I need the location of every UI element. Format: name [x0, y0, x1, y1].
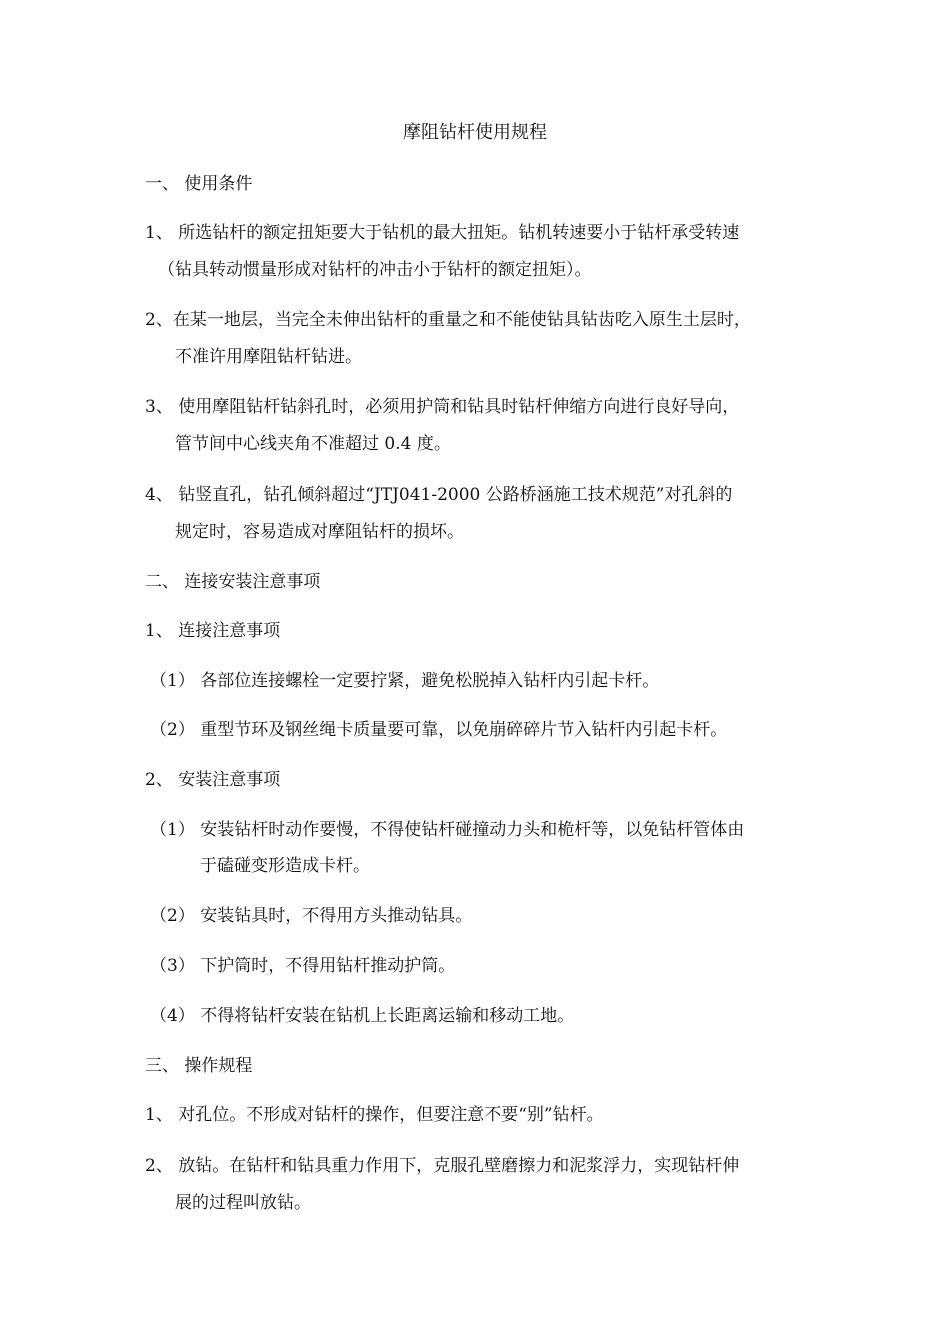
section-heading-2: 二、 连接安装注意事项 — [145, 572, 321, 592]
section-heading-1: 一、 使用条件 — [145, 174, 253, 194]
paragraph-line: 2、在某一地层，当完全未伸出钻杆的重量之和不能使钻具钻齿吃入原生土层时， — [145, 310, 751, 330]
subsection-heading: 1、 连接注意事项 — [145, 621, 281, 641]
paragraph-line: 管节间中心线夹角不准超过 0.4 度。 — [175, 434, 451, 454]
paragraph-line: 1、 对孔位。不形成对钻杆的操作，但要注意不要“别”钻杆。 — [145, 1105, 604, 1125]
document-title: 摩阻钻杆使用规程 — [403, 122, 547, 143]
list-item: （2） 重型节环及钢丝绳卡质量要可靠，以免崩碎碎片节入钻杆内引起卡杆。 — [150, 720, 728, 740]
subsection-heading: 2、 安装注意事项 — [145, 770, 281, 790]
list-item: （1） 各部位连接螺栓一定要拧紧，避免松脱掉入钻杆内引起卡杆。 — [150, 671, 660, 691]
paragraph-line: 1、 所选钻杆的额定扭矩要大于钻机的最大扭矩。钻机转速要小于钻杆承受转速 — [145, 223, 740, 243]
paragraph-line: 4、 钻竖直孔，钻孔倾斜超过“JTJ041-2000 公路桥涵施工技术规范”对孔斜的 — [145, 485, 733, 505]
list-item: （3） 下护筒时，不得用钻杆推动护筒。 — [150, 956, 456, 976]
list-item: （1） 安装钻杆时动作要慢，不得使钻杆碰撞动力头和桅杆等，以免钻杆管体由 — [150, 820, 745, 840]
list-item: （2） 安装钻具时，不得用方头推动钻具。 — [150, 906, 473, 926]
list-item: （4） 不得将钻杆安装在钻机上长距离运输和移动工地。 — [150, 1006, 575, 1026]
paragraph-line: 3、 使用摩阻钻杆钻斜孔时，必须用护筒和钻具时钻杆伸缩方向进行良好导向， — [145, 397, 740, 417]
list-item-continuation: 于磕碰变形造成卡杆。 — [200, 856, 370, 876]
paragraph-line: 展的过程叫放钻。 — [175, 1193, 311, 1213]
paragraph-line: （钻具转动惯量形成对钻杆的冲击小于钻杆的额定扭矩）。 — [158, 260, 592, 280]
paragraph-line: 2、 放钻。在钻杆和钻具重力作用下，克服孔壁磨擦力和泥浆浮力，实现钻杆伸 — [145, 1156, 740, 1176]
paragraph-line: 不准许用摩阻钻杆钻进。 — [175, 347, 362, 367]
paragraph-line: 规定时，容易造成对摩阻钻杆的损坏。 — [175, 522, 464, 542]
section-heading-3: 三、 操作规程 — [145, 1056, 253, 1076]
